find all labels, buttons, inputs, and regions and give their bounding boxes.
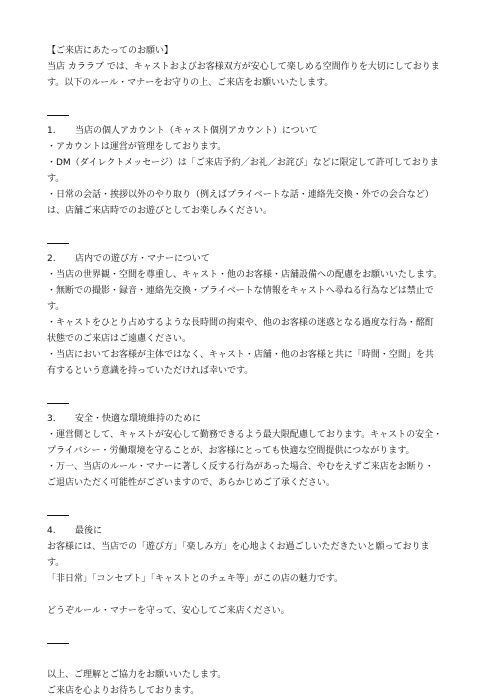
section-3-line: プライバシー・労働環境を守ることが、お客様にとっても快適な空間提供につながります。 xyxy=(47,446,415,456)
section-divider xyxy=(47,403,69,404)
section-title: 最後に xyxy=(75,526,103,536)
closing-line-1: 以上、ご理解とご協力をお願いいたします。 xyxy=(47,670,227,680)
section-1-line: す。 xyxy=(47,174,65,184)
spacer xyxy=(47,91,447,107)
section-1-heading xyxy=(47,123,447,139)
section-3-heading xyxy=(47,411,447,427)
notice-title: 【ご来店にあたってのお願い】 xyxy=(47,46,174,56)
section-2-line: す。 xyxy=(47,302,65,312)
section-2-line: ・当店においてお客様が主体ではなく、キャスト・店舗・他のお客様と共に「時間・空間」を共 xyxy=(47,350,434,360)
document-page xyxy=(47,43,447,699)
section-2-heading xyxy=(47,251,447,267)
closing-line-2: ご来店を心よりお待ちしております。 xyxy=(47,686,200,696)
section-divider xyxy=(47,515,69,516)
section-divider xyxy=(47,115,69,116)
spacer xyxy=(47,651,447,667)
section-2-line: ・無断での撮影・録音・連絡先交換・プライベートな情報をキャストへ尋ねる行為などは禁止で xyxy=(47,286,434,296)
section-number: 1. xyxy=(47,126,56,136)
section-title: 当店の個人アカウント（キャスト個別アカウント）について xyxy=(75,126,318,136)
section-number: 3. xyxy=(47,414,56,424)
spacer xyxy=(47,219,447,235)
spacer xyxy=(47,491,447,507)
section-divider xyxy=(47,643,69,644)
section-4-line xyxy=(47,587,447,603)
spacer xyxy=(47,619,447,635)
section-1-line: ・DM（ダイレクトメッセージ）は「ご来店予約／お礼／お詫び」などに限定して許可しておりま xyxy=(47,158,439,168)
section-3-line: ・運営側として、キャストが安心して勤務できるよう最大限配慮しております。キャストの安全・ xyxy=(47,430,443,440)
section-2-line: 有するという意識を持っていただければ幸いです。 xyxy=(47,366,254,376)
section-number: 4. xyxy=(47,526,56,536)
section-4-line: 「非日常」「コンセプト」「キャストとのチェキ等」がこの店の魅力です。 xyxy=(47,574,344,584)
intro-line-2: す。以下のルール・マナーをお守りの上、ご来店をお願いいたします。 xyxy=(47,78,334,88)
section-number: 2. xyxy=(47,254,56,264)
section-3-line: ・万一、当店のルール・マナーに著しく反する行為があった場合、やむをえずご来店をお断り・ xyxy=(47,462,434,472)
section-title: 店内での遊び方・マナーについて xyxy=(75,254,210,264)
section-3-line: ご退店いただく可能性がございますので、あらかじめご了承ください。 xyxy=(47,478,335,488)
section-1-line: は、店舗ご来店時でのお遊びとしてお楽しみください。 xyxy=(47,206,273,216)
section-4-line: す。 xyxy=(47,558,65,568)
section-divider xyxy=(47,243,69,244)
section-4-line: お客様には、当店での「遊び方」「楽しみ方」を心地よくお過ごしいただきたいと願っておりま xyxy=(47,542,430,552)
section-title: 安全・快適な環境維持のために xyxy=(75,414,202,424)
section-1-line: ・アカウントは運営が管理をしております。 xyxy=(47,142,227,152)
spacer xyxy=(47,379,447,395)
section-2-line: 状態でのご来店はご遠慮ください。 xyxy=(47,334,192,344)
section-2-line: ・キャストをひとり占めするような長時間の拘束や、他のお客様の迷惑となる過度な行為・酩酊 xyxy=(47,318,434,328)
intro-line-1: 当店 カララブ では、キャストおよびお客様双方が安心して楽しめる空間作りを大切にしておりま xyxy=(47,62,440,72)
section-1-line: ・日常の会話・挨拶以外のやり取り（例えばプライベートな話・連絡先交換・外での会合など） xyxy=(47,190,434,200)
section-2-line: ・当店の世界観・空間を尊重し、キャスト・他のお客様・店舗設備への配慮をお願いいたします。 xyxy=(47,270,443,280)
section-4-line: どうぞルール・マナーを守って、安心してご来店ください。 xyxy=(47,606,290,616)
section-4-heading xyxy=(47,523,447,539)
